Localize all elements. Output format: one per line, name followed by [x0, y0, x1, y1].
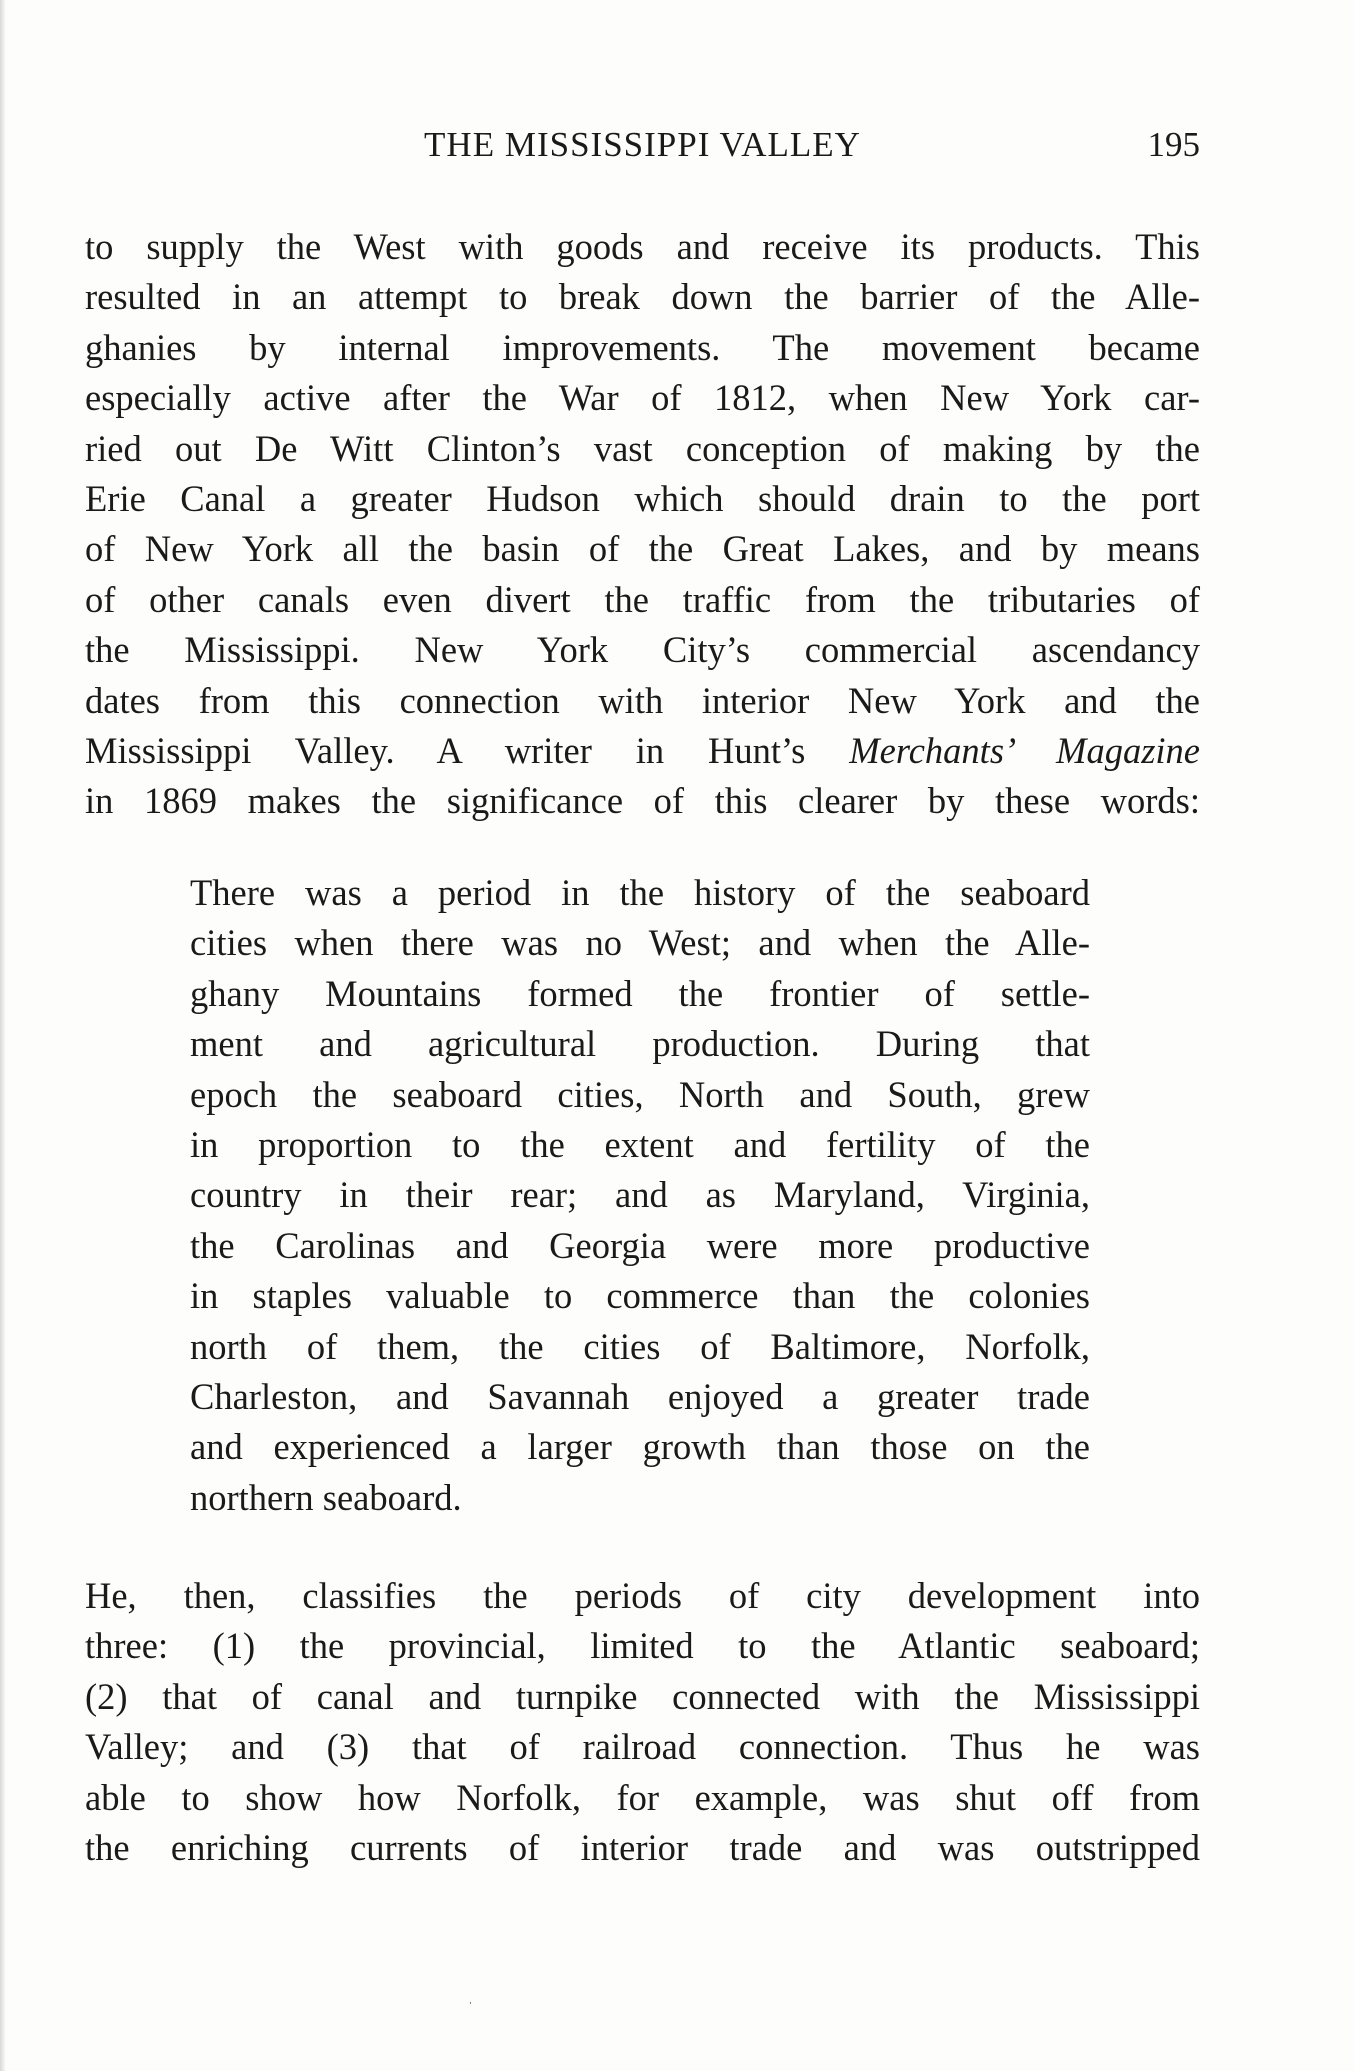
quote-line: Charleston, and Savannah enjoyed a greater trade: [190, 1376, 1090, 1418]
text-line: resulted in an attempt to break down the barrier of the Alle-: [85, 276, 1200, 318]
quote-line: northern seaboard.: [190, 1476, 462, 1518]
magazine-title: Merchants’ Magazine: [849, 730, 1200, 772]
quote-line: epoch the seaboard cities, North and South, grew: [190, 1073, 1090, 1115]
block-quote: [190, 868, 1090, 1523]
running-title: THE MISSISSIPPI VALLEY: [424, 125, 861, 164]
text-line: ried out De Witt Clinton’s vast conception of making by the: [85, 427, 1200, 469]
text-line: the Mississippi. New York City’s commercial ascendancy: [85, 629, 1200, 671]
quote-line: ment and agricultural production. During that: [190, 1023, 1090, 1065]
running-head: [85, 120, 1200, 170]
text-line: the enriching currents of interior trade and was outstripped: [85, 1827, 1200, 1869]
quote-line: in staples valuable to commerce than the colonies: [190, 1275, 1090, 1317]
text-line: able to show how Norfolk, for example, was shut off from: [85, 1776, 1200, 1818]
text-line: to supply the West with goods and receive its products. This: [85, 226, 1200, 267]
paragraph-1: [85, 222, 1200, 827]
quote-line: country in their rear; and as Maryland, Virginia,: [190, 1174, 1090, 1216]
text-line: Valley; and (3) that of railroad connection. Thus he was: [85, 1726, 1200, 1768]
text-line: Erie Canal a greater Hudson which should drain to the port: [85, 478, 1200, 520]
quote-line: north of them, the cities of Baltimore, Norfolk,: [190, 1325, 1090, 1367]
quote-line: the Carolinas and Georgia were more productive: [190, 1224, 1090, 1266]
text-line: dates from this connection with interior New York and the: [85, 679, 1200, 721]
text-line: ghanies by internal improvements. The movement became: [85, 326, 1200, 368]
page-edge-shadow: [0, 0, 6, 2071]
text-line: (2) that of canal and turnpike connected with the Mississippi: [85, 1675, 1200, 1717]
quote-line: and experienced a larger growth than those on the: [190, 1426, 1090, 1468]
quote-line: ghany Mountains formed the frontier of settle-: [190, 972, 1090, 1014]
text-line: three: (1) the provincial, limited to the Atlantic seaboard;: [85, 1625, 1200, 1667]
text-run: Mississippi Valley. A writer in Hunt’s: [85, 730, 850, 772]
text-line: of New York all the basin of the Great Lakes, and by means: [85, 528, 1200, 570]
quote-line: There was a period in the history of the seaboard: [190, 872, 1090, 913]
quote-line: in proportion to the extent and fertility of the: [190, 1124, 1090, 1166]
text-line-with-italic: [85, 726, 1200, 776]
text-line: in 1869 makes the significance of this clearer by these words:: [85, 780, 1200, 822]
text-line: He, then, classifies the periods of city development into: [85, 1575, 1200, 1616]
text-line: of other canals even divert the traffic from the tributaries of: [85, 578, 1200, 620]
ink-speck: ˌ: [468, 1990, 473, 2005]
quote-line: cities when there was no West; and when the Alle-: [190, 922, 1090, 964]
paragraph-2: [85, 1571, 1200, 1873]
text-line: especially active after the War of 1812, when New York car-: [85, 377, 1200, 419]
page-number: 195: [1147, 125, 1200, 164]
